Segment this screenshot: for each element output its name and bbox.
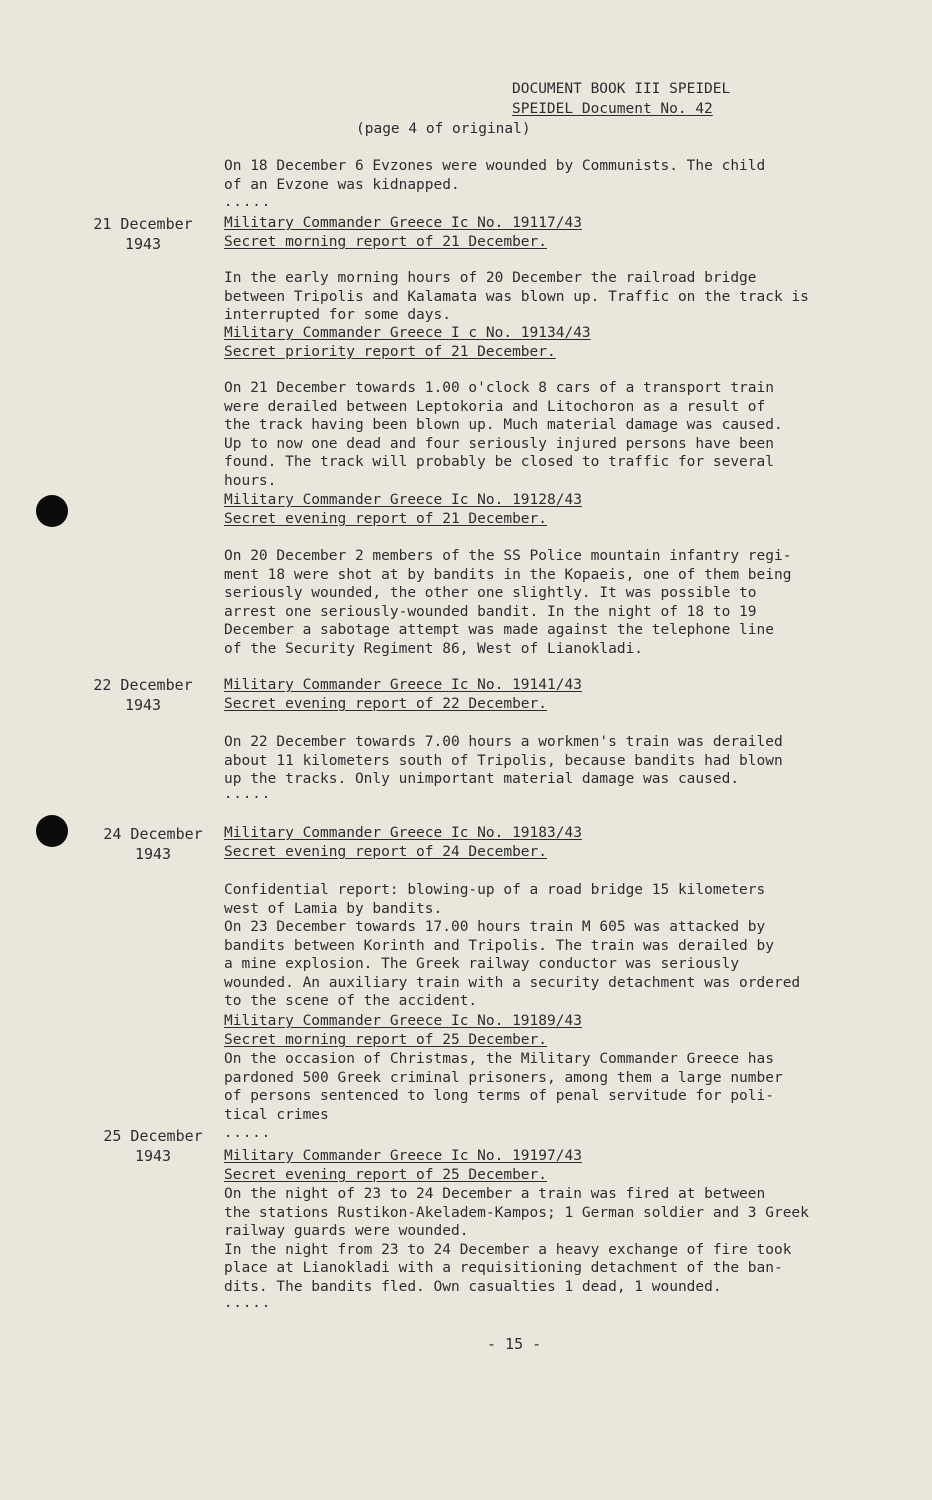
report-reference	[224, 214, 582, 252]
report-reference	[224, 824, 582, 862]
report-source: Military Commander Greece Ic No. 19183/43	[224, 825, 582, 841]
report-body: On 21 December towards 1.00 o'clock 8 cars of a transport train were derailed between Leptokoria and Litochoron as a result of the track having been blown up. Much material damage was caused. Up to now one dead and four seriously injured persons have been found. The track will probably be closed to traffic for several hours.	[224, 380, 783, 489]
report-reference	[224, 1147, 582, 1185]
report-body: On the night of 23 to 24 December a train was fired at between the stations Rustikon-Akeladem-Kampos; 1 German soldier and 3 Greek railway guards were wounded. In the night from 23 to 24 December a heavy exchange of fire took place at Lianokladi with a requisitioning detachment of the ban- dits. The bandits fled. Own casualties 1 dead, 1 wounded.	[224, 1186, 809, 1295]
report-source: Military Commander Greece Ic No. 19141/43	[224, 677, 582, 693]
report-source: Military Commander Greece Ic No. 19189/43	[224, 1013, 582, 1029]
date-label	[88, 1126, 218, 1166]
report-body: On the occasion of Christmas, the Military Commander Greece has pardoned 500 Greek criminal prisoners, among them a large number of persons sentenced to long terms of penal servitude for poli- tical crimes	[224, 1051, 783, 1123]
report-body: Confidential report: blowing-up of a road bridge 15 kilometers west of Lamia by bandits. On 23 December towards 17.00 hours train M 605 was attacked by bandits between Korinth and Tripolis. The train was derailed by a mine explosion. The Greek railway conductor was seriously wounded. An auxiliary train with a security detachment was ordered to the scene of the accident.	[224, 882, 801, 1009]
header-document-book: DOCUMENT BOOK III SPEIDEL	[512, 81, 731, 97]
date-year: 1943	[134, 845, 172, 863]
report-title: Secret evening report of 24 December.	[224, 844, 548, 860]
report-reference	[224, 324, 591, 362]
ellipsis-separator: .....	[224, 194, 272, 210]
date-label	[88, 824, 218, 864]
report-source: Military Commander Greece Ic No. 19197/43	[224, 1148, 582, 1164]
report-body: On 20 December 2 members of the SS Police mountain infantry regi- ment 18 were shot at by bandits in the Kopaeis, one of them being seriously wounded, the other one slightly. It was possible to arrest one seriously-wounded bandit. In the night of 18 to 19 December a sabotage attempt was made against the telephone line of the Security Regiment 86, West of Lianokladi.	[224, 548, 792, 657]
report-source: Military Commander Greece I c No. 19134/43	[224, 325, 591, 341]
date-day: 25 December	[103, 1127, 203, 1145]
report-reference	[224, 491, 582, 529]
punch-hole-upper	[36, 495, 68, 527]
ellipsis-separator: .....	[224, 1295, 272, 1311]
report-reference	[224, 676, 582, 714]
date-year: 1943	[124, 696, 162, 714]
intro-paragraph: On 18 December 6 Evzones were wounded by Communists. The child of an Evzone was kidnapped.	[224, 158, 766, 193]
report-title: Secret morning report of 21 December.	[224, 234, 548, 250]
date-label	[78, 214, 208, 254]
header-page-of-original: (page 4 of original)	[356, 121, 531, 137]
date-label	[78, 675, 208, 715]
date-year: 1943	[134, 1147, 172, 1165]
report-source: Military Commander Greece Ic No. 19128/43	[224, 492, 582, 508]
date-day: 24 December	[103, 825, 203, 843]
date-year: 1943	[124, 235, 162, 253]
report-title: Secret evening report of 25 December.	[224, 1167, 548, 1183]
punch-hole-lower	[36, 815, 68, 847]
report-title: Secret priority report of 21 December.	[224, 344, 556, 360]
header-document-number: SPEIDEL Document No. 42	[512, 101, 713, 117]
page-number: - 15 -	[487, 1335, 542, 1353]
report-body: In the early morning hours of 20 December the railroad bridge between Tripolis and Kalamata was blown up. Traffic on the track is interrupted for some days.	[224, 270, 809, 323]
report-title: Secret morning report of 25 December.	[224, 1032, 548, 1048]
report-title: Secret evening report of 21 December.	[224, 511, 548, 527]
date-day: 21 December	[93, 215, 193, 233]
ellipsis-separator: .....	[224, 786, 272, 802]
report-title: Secret evening report of 22 December.	[224, 696, 548, 712]
report-source: Military Commander Greece Ic No. 19117/43	[224, 215, 582, 231]
date-day: 22 December	[93, 676, 193, 694]
ellipsis-separator: .....	[224, 1125, 272, 1141]
report-reference	[224, 1012, 582, 1050]
report-body: On 22 December towards 7.00 hours a workmen's train was derailed about 11 kilometers south of Tripolis, because bandits had blown up the tracks. Only unimportant material damage was caused.	[224, 734, 783, 787]
